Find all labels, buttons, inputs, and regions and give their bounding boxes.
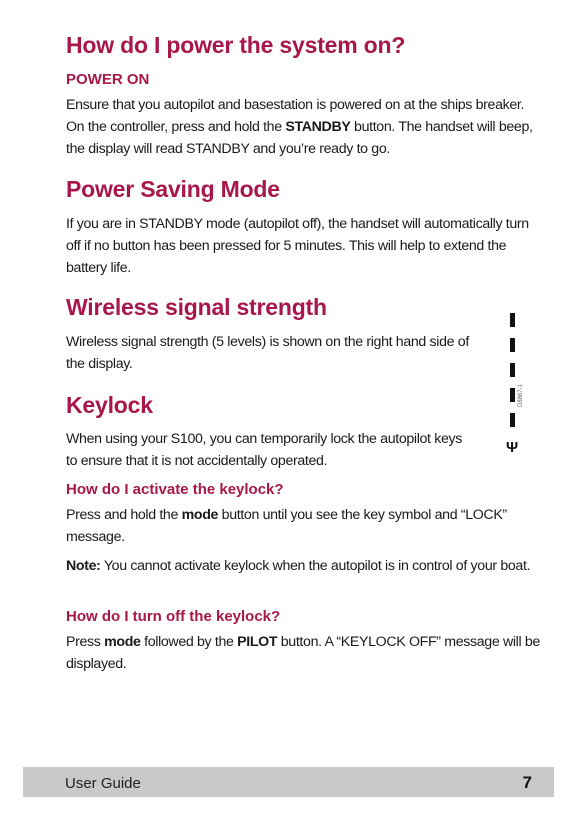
off-text-c: button. A “KEYLOCK OFF” message will be displayed.: [66, 634, 540, 672]
pilot-button-name: PILOT: [237, 634, 278, 650]
off-text-a: Press: [66, 634, 105, 650]
antenna-icon: Ψ: [506, 439, 519, 456]
off-text-b: followed by the: [140, 634, 238, 650]
note-label: Note:: [66, 558, 101, 574]
signal-bar-1: [510, 413, 515, 427]
footer-label: User Guide: [65, 775, 141, 792]
power-on-subheading: POWER ON: [66, 71, 150, 88]
mode-button-name: mode: [181, 507, 219, 523]
wireless-signal-paragraph: Wireless signal strength (5 levels) is shown on the right hand side of the display.: [66, 334, 469, 372]
power-saving-heading: Power Saving Mode: [66, 176, 280, 202]
power-on-text-a: Ensure that you autopilot and basestation is powered on at the ships breaker. On the controller, press and hold the: [66, 97, 525, 135]
activate-text-a: Press and hold the: [66, 507, 182, 523]
power-on-text-b: button. The handset will beep, the display will read STANDBY and you’re ready to go.: [66, 119, 533, 157]
signal-bar-5: [510, 313, 515, 327]
power-on-heading: How do I power the system on?: [66, 32, 406, 58]
page-footer: [23, 767, 554, 797]
keylock-heading: Keylock: [66, 392, 153, 418]
signal-bar-3: [510, 363, 515, 377]
mode-button-name-2: mode: [104, 634, 141, 650]
note-paragraph: [66, 555, 541, 577]
activate-text-b: button until you see the key symbol and “LOCK” message.: [66, 507, 507, 545]
wireless-signal-heading: Wireless signal strength: [66, 294, 327, 320]
activate-keylock-paragraph: [66, 504, 541, 548]
note-text: You cannot activate keylock when the autopilot is in control of your boat.: [100, 558, 531, 574]
turn-off-keylock-paragraph: [66, 631, 541, 675]
standby-button-name: STANDBY: [285, 119, 351, 135]
page-number: 7: [522, 773, 532, 792]
turn-off-keylock-heading: How do I turn off the keylock?: [66, 608, 281, 625]
signal-bar-4: [510, 338, 515, 352]
signal-bar-2: [510, 388, 515, 402]
power-saving-paragraph: If you are in STANDBY mode (autopilot off), the handset will automatically turn off if no button has been pressed for 5 minutes. This will help to extend the battery life.: [66, 216, 529, 276]
power-on-paragraph: [66, 94, 536, 160]
keylock-paragraph: When using your S100, you can temporarily lock the autopilot keys to ensure that it is not accidentally operated.: [66, 431, 463, 469]
activate-keylock-heading: How do I activate the keylock?: [66, 481, 284, 498]
figure-code: D8867-1: [518, 383, 524, 407]
